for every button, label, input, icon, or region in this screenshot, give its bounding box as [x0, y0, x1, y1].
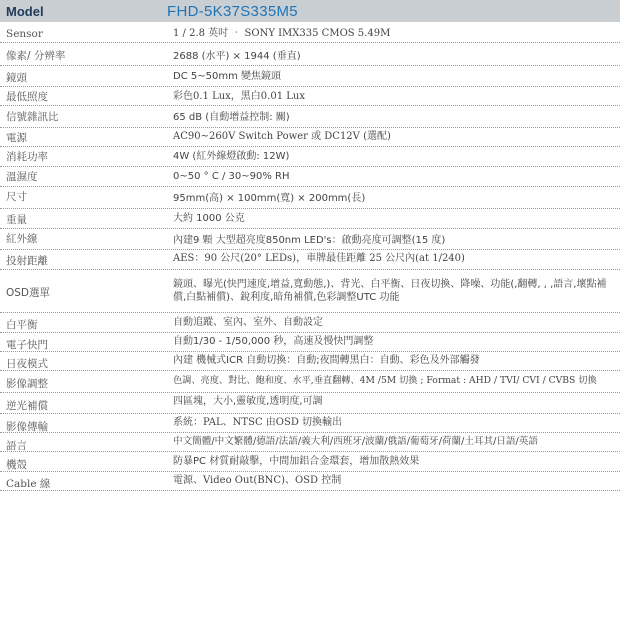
spec-value: 65 dB (自動增益控制: 關) [173, 112, 290, 123]
spec-value: 電源、Video Out(BNC)、OSD 控制 [173, 475, 342, 486]
spec-row-blc [0, 393, 620, 414]
spec-row-shutter [0, 333, 620, 352]
spec-row-housing [0, 452, 620, 472]
spec-label: 白平衡 [6, 319, 38, 331]
spec-row-cable [0, 472, 620, 491]
spec-label: 像素/ 分辨率 [6, 50, 66, 62]
spec-label: Sensor [6, 28, 43, 40]
spec-row-min-illumination [0, 87, 620, 106]
spec-label: Cable 線 [6, 478, 51, 490]
spec-label: 電子快門 [6, 339, 48, 351]
spec-value: 中文簡體/中文繁體/德語/法語/義大利/西班牙/波蘭/俄語/葡萄牙/荷蘭/土耳其/日語/英語 [173, 436, 538, 447]
spec-row-day-night [0, 352, 620, 371]
spec-value: 內建 機械式ICR 自動切換：自動;夜間轉黑白：自動、彩色及外部觸發 [173, 355, 480, 366]
spec-row-osd-menu [0, 270, 620, 313]
spec-label: 溫濕度 [6, 171, 38, 183]
spec-label: 尺寸 [6, 191, 27, 203]
spec-label: 投射距離 [6, 255, 48, 267]
spec-header [0, 0, 620, 22]
spec-row-weight [0, 209, 620, 229]
spec-label: 影像傳輸 [6, 421, 48, 433]
spec-label: 紅外線 [6, 233, 38, 245]
spec-value: 0~50 ° C / 30~90% RH [173, 171, 290, 182]
spec-value: 1 / 2.8 英吋 ‧ SONY IMX335 CMOS 5.49M [173, 28, 391, 39]
spec-row-power [0, 128, 620, 147]
spec-label: 信號雜訊比 [6, 111, 59, 123]
model-name: FHD-5K37S335M5 [167, 2, 298, 20]
spec-value: 95mm(高) × 100mm(寬) × 200mm(長) [173, 193, 366, 204]
spec-label: 鏡頭 [6, 72, 27, 84]
spec-value: AES：90 公尺(20° LEDs)，車牌最佳距離 25 公尺內(at 1/240) [173, 253, 465, 264]
spec-row-infrared [0, 229, 620, 250]
spec-label: 最低照度 [6, 91, 48, 103]
spec-row-white-balance [0, 313, 620, 333]
spec-label: 電源 [6, 132, 27, 144]
spec-row-dimensions [0, 187, 620, 209]
spec-row-video-output [0, 414, 620, 433]
spec-value: 自動追蹤、室內、室外、自動設定 [173, 317, 323, 328]
spec-label: 影像調整 [6, 378, 48, 390]
spec-label: OSD選單 [6, 287, 51, 299]
spec-row-snr [0, 106, 620, 128]
spec-row-image-adjust [0, 371, 620, 393]
spec-row-projection [0, 250, 620, 270]
spec-value: 四區塊，大小,靈敏度,透明度,可調 [173, 396, 323, 407]
spec-label: 逆光補償 [6, 400, 48, 412]
spec-value: 內建9 顆 大型超亮度850nm LED's：啟動亮度可調整(15 度) [173, 235, 446, 246]
spec-row-language [0, 433, 620, 452]
spec-value: 2688 (水平) × 1944 (垂直) [173, 51, 301, 62]
spec-value: AC90~260V Switch Power 或 DC12V (選配) [173, 131, 391, 142]
spec-label: 機殼 [6, 459, 27, 471]
spec-row-consumption [0, 147, 620, 167]
spec-label: 重量 [6, 214, 27, 226]
spec-value: 自動1/30 - 1/50,000 秒，高速及慢快門調整 [173, 336, 374, 347]
spec-row-lens [0, 66, 620, 87]
header-label: Model [6, 3, 44, 19]
spec-row-resolution [0, 43, 620, 66]
spec-label: 語言 [6, 440, 27, 452]
spec-label: 消耗功率 [6, 151, 48, 163]
spec-value: 防暴PC 材質耐敲擊，中間加鋁合金環套，增加散熱效果 [173, 456, 420, 467]
spec-value: 4W (紅外線燈啟動: 12W) [173, 151, 290, 162]
spec-value: 彩色0.1 Lux，黑白0.01 Lux [173, 91, 305, 102]
spec-row-temperature [0, 167, 620, 187]
spec-row-sensor [0, 24, 620, 43]
spec-value: 色調、亮度、對比、飽和度、水平,垂直翻轉、4M /5M 切換 ; Format : AHD / TVI/ CVI / CVBS 切換 [173, 375, 597, 386]
spec-label: 日夜模式 [6, 358, 48, 370]
spec-value: 系統：PAL、NTSC 由OSD 切換輸出 [173, 417, 343, 428]
spec-value: DC 5~50mm 變焦鏡頭 [173, 71, 281, 82]
spec-value: 大約 1000 公克 [173, 213, 245, 224]
spec-value: 鏡頭、曝光(快門速度,增益,寬動態,)、背光、白平衡、日夜切換、降噪、功能(,翻轉, , ,語言,壞點補償,白點補償)、銳利度,暗角補償,色彩調整UTC 功能 [173, 279, 607, 303]
